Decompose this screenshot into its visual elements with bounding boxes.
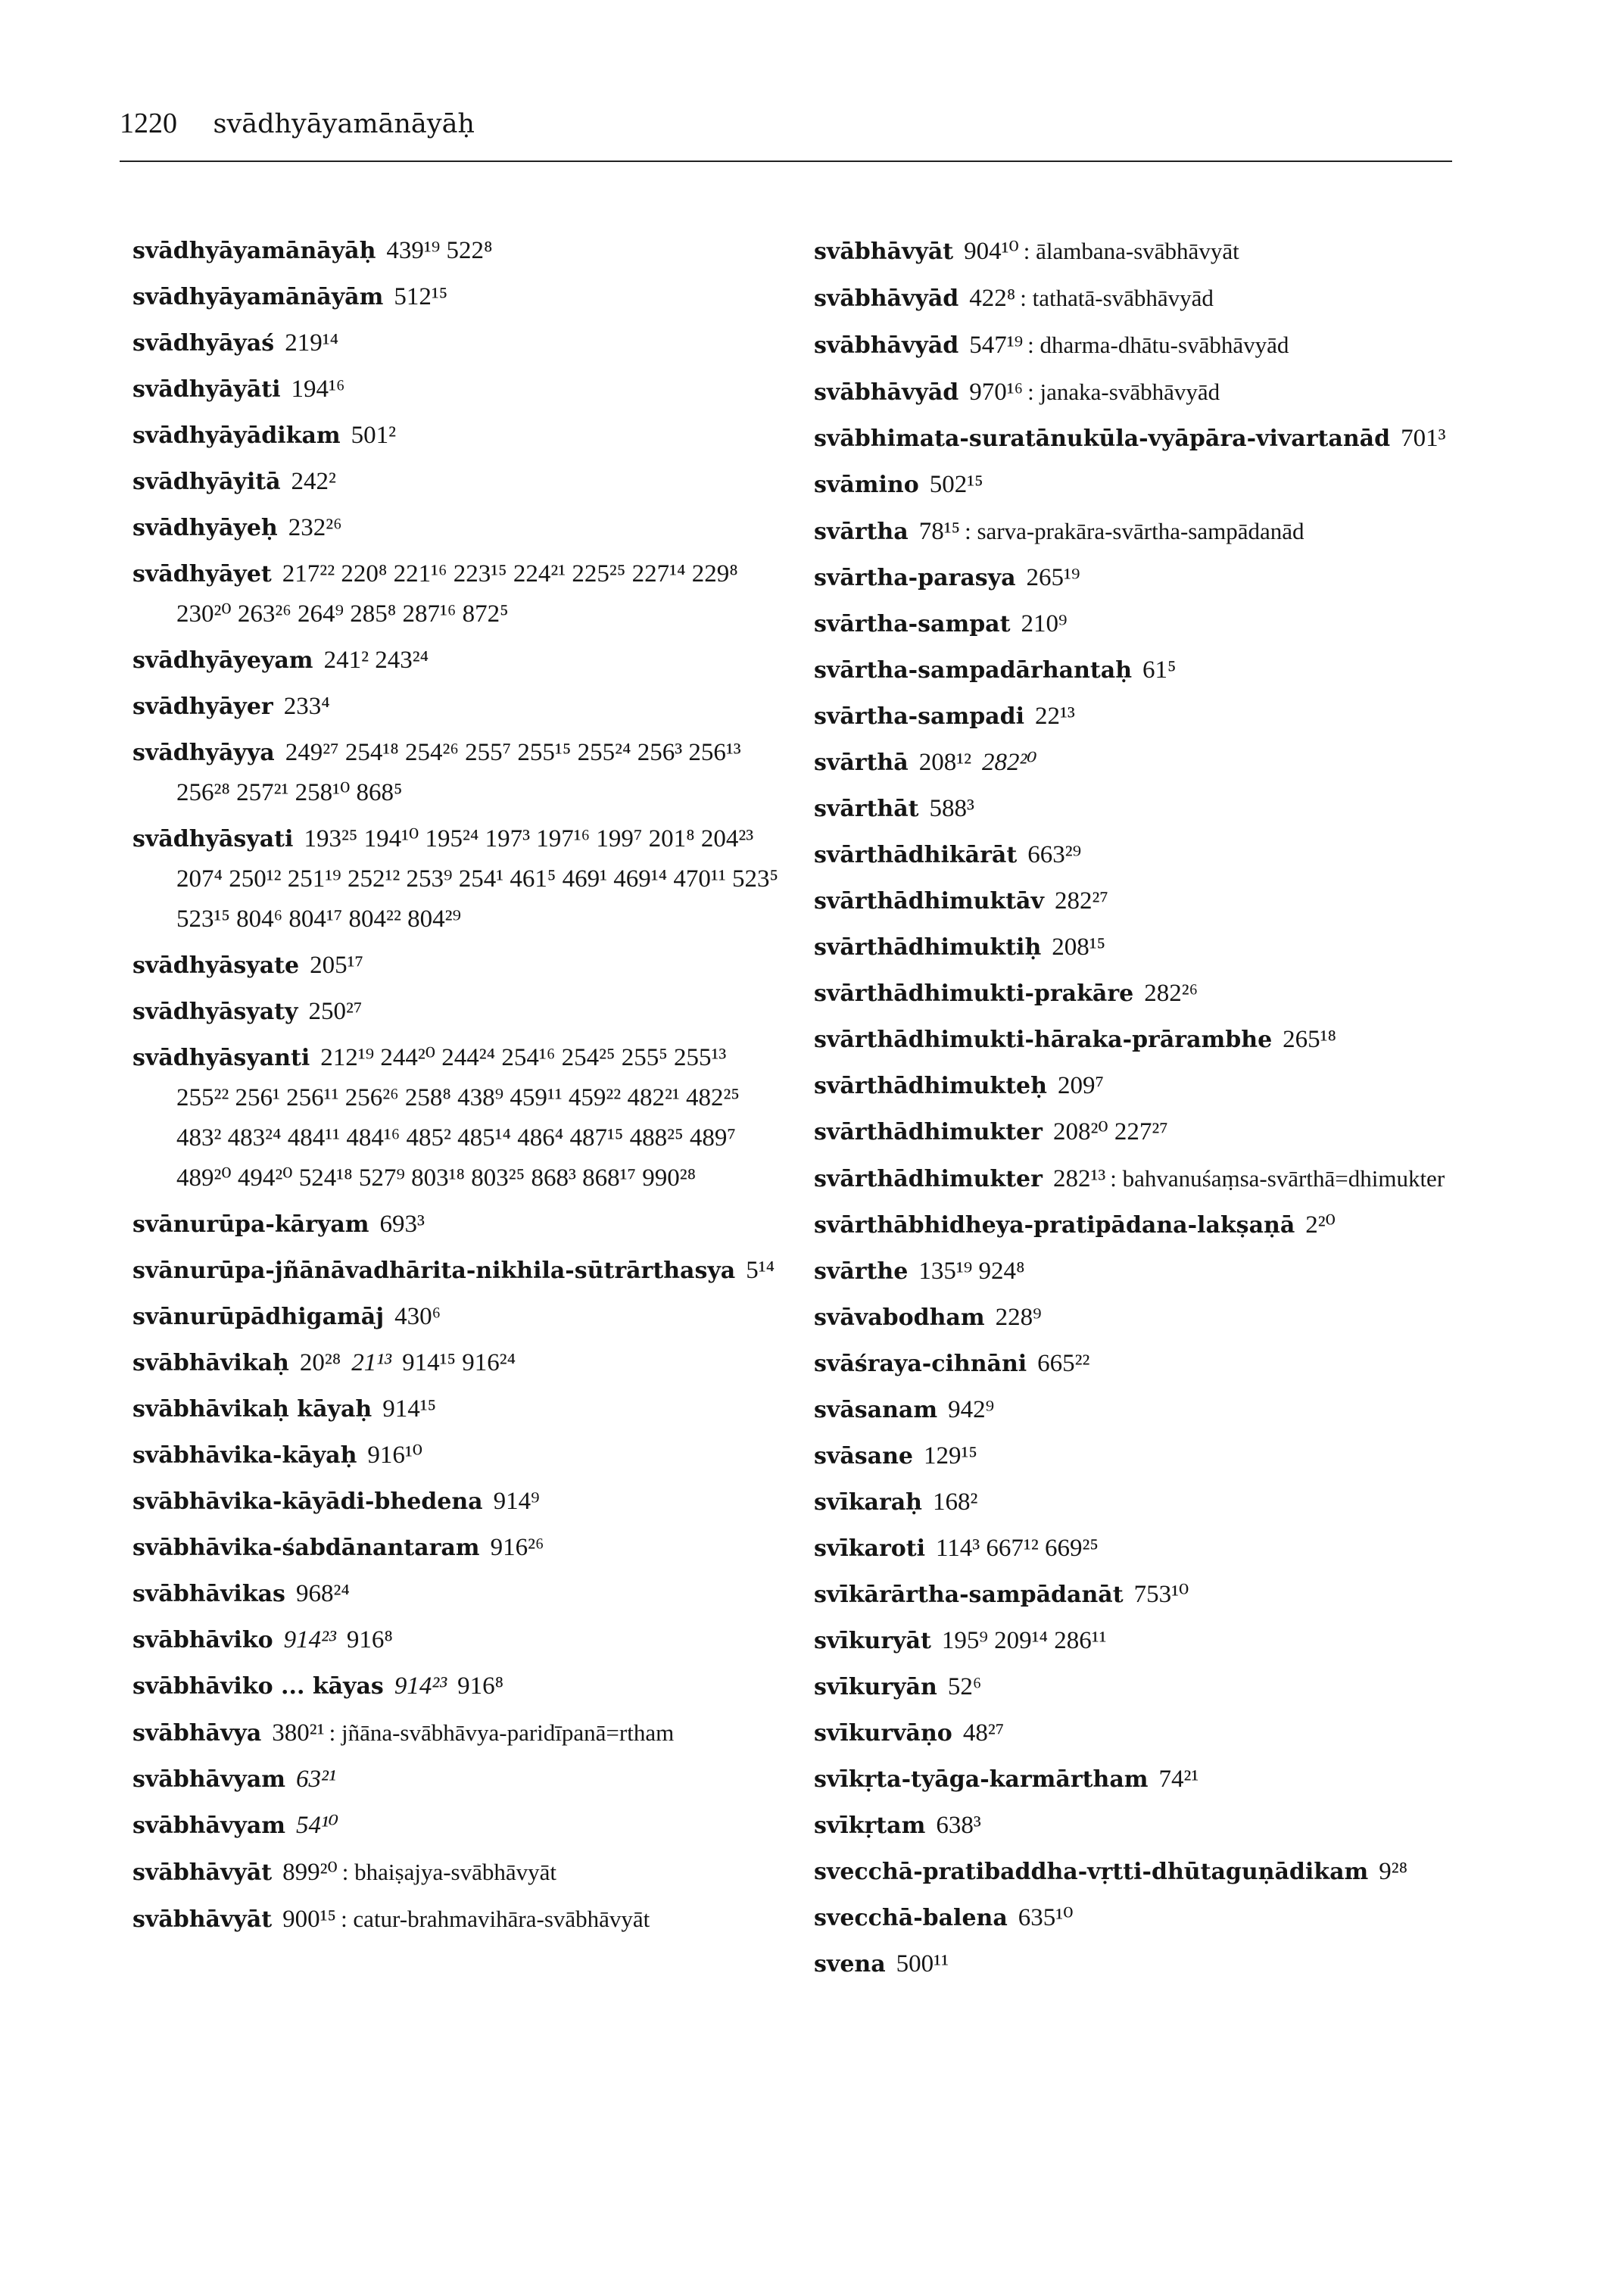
entry-references: 20²⁸ [299, 1349, 341, 1376]
entry-headword: svābhāvika-kāyādi-bhedena [132, 1488, 483, 1515]
entry-headword: svābhāviko ... kāyas [132, 1673, 384, 1700]
index-entry [814, 1759, 1465, 1800]
entry-headword: svārthāt [814, 796, 919, 822]
entry-references: 904¹⁰ [964, 238, 1019, 265]
index-entry [814, 465, 1465, 505]
index-entry [132, 1899, 784, 1940]
entry-references: 242² [291, 468, 336, 495]
index-entry [814, 743, 1465, 783]
entry-references: 282²⁶ [1144, 980, 1199, 1007]
entry-references: 500¹¹ [896, 1950, 949, 1978]
index-entry [132, 462, 784, 502]
entry-headword: svārthādhimukteḥ [814, 1073, 1047, 1099]
entry-note: : ālambana-svābhāvyāt [1023, 238, 1239, 264]
entry-references: 968²⁴ [295, 1580, 350, 1607]
entry-headword: svīkuryān [814, 1674, 937, 1700]
index-entry [132, 416, 784, 456]
entry-references: 638³ [936, 1812, 981, 1839]
entry-references: 635¹⁰ [1018, 1904, 1074, 1931]
entry-headword: svādhyāyer [132, 693, 273, 720]
entry-references: 168² [933, 1488, 978, 1516]
index-entry [132, 946, 784, 986]
index-entry [814, 1575, 1465, 1615]
entry-references: 914⁹ [493, 1488, 540, 1515]
index-entry [132, 819, 784, 940]
entry-references: 114³ 667¹² 669²⁵ [936, 1535, 1099, 1562]
index-entry [814, 927, 1465, 968]
entry-references: 430⁶ [394, 1303, 441, 1330]
index-entry [814, 1020, 1465, 1060]
index-entry [814, 650, 1465, 690]
entry-headword: svāśraya-cihnāni [814, 1351, 1027, 1377]
entry-headword: svābhāvyam [132, 1766, 286, 1793]
entry-references: 135¹⁹ 924⁸ [918, 1258, 1025, 1285]
entry-headword: svārtha [814, 519, 909, 545]
entry-headword: svānurūpa-kāryam [132, 1211, 369, 1238]
entry-headword: svārthādhimukti-prakāre [814, 980, 1134, 1007]
entry-headword: svīkuryāt [814, 1628, 931, 1654]
entry-references: 48²⁷ [962, 1719, 1005, 1747]
entry-headword: svāsane [814, 1443, 913, 1470]
entry-note: : bhaiṣajya-svābhāvyāt [341, 1859, 556, 1885]
entry-headword: svādhyāyeḥ [132, 515, 278, 541]
entry-references: 914¹⁵ 916²⁴ [402, 1349, 516, 1376]
entry-references: 74²¹ [1158, 1766, 1199, 1793]
entry-headword: svādhyāyeyam [132, 647, 313, 674]
entry-references: 2²⁰ [1305, 1211, 1336, 1239]
entry-references: 232²⁶ [288, 514, 342, 541]
index-entry [814, 1482, 1465, 1523]
entry-headword: svīkṛtam [814, 1812, 926, 1839]
entry-headword: svecchā-balena [814, 1905, 1008, 1931]
entry-references: 282²⁷ [1054, 887, 1108, 915]
entry-references: 194¹⁶ [291, 376, 345, 403]
index-entry [132, 369, 784, 410]
entry-headword: svārthā [814, 750, 909, 776]
entry-references: 899²⁰ [282, 1859, 338, 1886]
entry-references: 22¹³ [1034, 703, 1075, 730]
index-entry [814, 1066, 1465, 1106]
entry-references: 208¹⁵ [1052, 933, 1106, 961]
index-entry [814, 372, 1465, 413]
index-entry [132, 1435, 784, 1476]
entry-headword: svārthādhimuktiḥ [814, 934, 1042, 961]
index-entry [132, 733, 784, 813]
entry-headword: svādhyāyet [132, 561, 272, 588]
index-entry [814, 1944, 1465, 1984]
index-entry [132, 992, 784, 1032]
entry-headword: svābhāvika-kāyaḥ [132, 1442, 357, 1469]
entry-references: 512¹⁵ [394, 283, 448, 310]
entry-references: 228⁹ [995, 1304, 1042, 1331]
entry-headword: svābhāvyād [814, 379, 959, 406]
entry-references: 210⁹ [1021, 610, 1068, 637]
entry-references: 250²⁷ [308, 998, 363, 1025]
entry-references: 217²² 220⁸ 221¹⁶ 223¹⁵ 224²¹ 225²⁵ 227¹⁴ 229⁸ 230²⁰ 263²⁶ 264⁹ 285⁸ 287¹⁶ 872⁵ [176, 560, 738, 628]
entry-headword: svīkurvāṇo [814, 1720, 952, 1747]
entry-headword: svārthe [814, 1258, 909, 1285]
entry-references: 422⁸ [969, 285, 1016, 312]
header-rule [120, 161, 1452, 162]
entry-headword: svecchā-pratibaddha-vṛtti-dhūtaguṇādikam [814, 1859, 1369, 1885]
entry-note: : janaka-svābhāvyād [1027, 379, 1220, 405]
entry-headword: svādhyāyādikam [132, 422, 341, 449]
entry-headword: svādhyāyitā [132, 469, 281, 495]
index-entry [814, 1344, 1465, 1384]
entry-headword: svārthādhikārāt [814, 842, 1018, 868]
entry-references: 900¹⁵ [282, 1906, 337, 1933]
entry-headword: svābhāvyāt [132, 1859, 273, 1886]
index-entry [814, 697, 1465, 737]
entry-references: 916⁸ [457, 1672, 504, 1700]
index-entry [814, 1436, 1465, 1476]
entry-references: 54¹⁰ [296, 1812, 339, 1839]
index-entry [132, 277, 784, 317]
entry-headword: svābhāvikaḥ kāyaḥ [132, 1396, 372, 1423]
entry-note: : bahvanuśaṃsa-svārthā=dhimukter [1110, 1165, 1445, 1192]
index-entry [132, 1389, 784, 1429]
running-header [120, 104, 475, 143]
index-entry [814, 881, 1465, 921]
index-entry [132, 687, 784, 727]
entry-references: 5¹⁴ [746, 1257, 775, 1284]
entry-headword: svārthādhimuktāv [814, 888, 1044, 915]
entry-references: 588³ [929, 795, 974, 822]
entry-references: 61⁵ [1142, 656, 1177, 684]
entry-references: 914²³ [394, 1672, 447, 1700]
entry-headword: svīkārārtha-sampādanāt [814, 1582, 1124, 1608]
index-entry [814, 1529, 1465, 1569]
entry-references: 265¹⁸ [1283, 1026, 1337, 1053]
entry-headword: svārtha-sampadi [814, 703, 1024, 730]
entry-note: : jñāna-svābhāvya-paridīpanā=rtham [329, 1719, 675, 1746]
entry-references: 942⁹ [948, 1396, 995, 1423]
entry-references: 916⁸ [346, 1626, 393, 1653]
index-entry [814, 1251, 1465, 1292]
index-entry [814, 974, 1465, 1014]
index-entry [132, 1852, 784, 1893]
entry-headword: svārtha-sampat [814, 611, 1011, 637]
entry-references: 129¹⁵ [924, 1442, 977, 1470]
entry-headword: svādhyāyamānāyām [132, 284, 384, 310]
index-entry [814, 419, 1465, 459]
index-entry [814, 1713, 1465, 1753]
page-number: 1220 [120, 108, 177, 139]
entry-headword: svāsanam [814, 1397, 938, 1423]
index-entry [132, 1574, 784, 1614]
index-entry [814, 1898, 1465, 1938]
index-entry [132, 1528, 784, 1568]
entry-references: 219¹⁴ [285, 329, 339, 357]
index-entry [814, 1621, 1465, 1661]
entry-references: 502¹⁵ [929, 471, 983, 498]
right-column [814, 231, 1465, 1990]
entry-headword: svābhāvikaḥ [132, 1350, 289, 1376]
entry-headword: svābhāviko [132, 1627, 273, 1653]
entry-headword: svādhyāsyate [132, 952, 300, 979]
entry-headword: svābhāvyād [814, 285, 959, 312]
entry-headword: svārthādhimukti-hāraka-prārambhe [814, 1027, 1273, 1053]
entry-headword: svāmino [814, 472, 919, 498]
index-entry [132, 231, 784, 271]
entry-references: 265¹⁹ [1026, 564, 1080, 591]
index-entry [132, 554, 784, 634]
entry-headword: svādhyāyaś [132, 330, 275, 357]
entry-references: 501² [351, 422, 397, 449]
left-column [132, 231, 784, 1946]
index-entry [132, 508, 784, 548]
index-entry [814, 1158, 1465, 1199]
entry-headword: svābhāvyam [132, 1812, 286, 1839]
entry-headword: svādhyāyāti [132, 376, 281, 403]
entry-references: 193²⁵ 194¹⁰ 195²⁴ 197³ 197¹⁶ 199⁷ 201⁸ 204²³ 207⁴ 250¹² 251¹⁹ 252¹² 253⁹ 254¹ 461⁵ 469¹ 469¹⁴ 470¹¹ 523⁵ 523¹⁵ 804⁶ 804¹⁷ 804²² 804²⁹ [176, 825, 778, 933]
entry-references: 208¹² [918, 749, 971, 776]
entry-headword: svārthābhidheya-pratipādana-lakṣaṇā [814, 1212, 1295, 1239]
entry-references: 78¹⁵ [918, 518, 961, 545]
entry-references: 547¹⁹ [969, 332, 1024, 359]
entry-references: 753¹⁰ [1133, 1581, 1189, 1608]
entry-references: 914²³ [283, 1626, 336, 1653]
entry-references: 9²⁸ [1379, 1858, 1408, 1885]
entry-headword: svārtha-sampadārhantaḥ [814, 657, 1132, 684]
index-entry [814, 511, 1465, 552]
entry-references: 914¹⁵ [382, 1395, 437, 1423]
entry-headword: svārthādhimukter [814, 1166, 1043, 1192]
entry-headword: svābhāvika-śabdānantaram [132, 1535, 480, 1561]
entry-headword: svādhyāyya [132, 740, 275, 766]
index-entry [132, 1038, 784, 1198]
entry-headword: svābhāvya [132, 1720, 262, 1747]
entry-note: : sarva-prakāra-svārtha-sampādanād [965, 518, 1304, 544]
entry-headword: svābhāvikas [132, 1581, 285, 1607]
index-entry [814, 1667, 1465, 1707]
index-entry [814, 789, 1465, 829]
entry-references: 241² 243²⁴ [323, 647, 429, 674]
entry-references: 701³ [1401, 425, 1446, 452]
running-title: svādhyāyamānāyāḥ [213, 109, 475, 139]
index-entry [814, 1806, 1465, 1846]
entry-headword: svīkṛta-tyāga-karmārtham [814, 1766, 1149, 1793]
index-entry [814, 1298, 1465, 1338]
index-entry [132, 641, 784, 681]
index-entry [814, 1390, 1465, 1430]
entry-references: 663²⁹ [1027, 841, 1082, 868]
entry-references: 63²¹ [296, 1766, 336, 1793]
entry-references: 249²⁷ 254¹⁸ 254²⁶ 255⁷ 255¹⁵ 255²⁴ 256³ 256¹³ 256²⁸ 257²¹ 258¹⁰ 868⁵ [176, 739, 741, 806]
entry-references: 282¹³ [1052, 1165, 1106, 1192]
entry-headword: svāvabodham [814, 1304, 985, 1331]
index-entry [132, 323, 784, 363]
entry-references: 52⁶ [947, 1673, 982, 1700]
entry-headword: svena [814, 1951, 886, 1978]
index-entry [814, 558, 1465, 598]
entry-references: 916²⁶ [490, 1534, 544, 1561]
index-entry [814, 325, 1465, 366]
entry-headword: svābhāvyāt [132, 1906, 273, 1933]
index-entry [132, 1251, 784, 1291]
entry-note: : tathatā-svābhāvyād [1020, 285, 1214, 311]
entry-headword: svābhāvyād [814, 332, 959, 359]
entry-references: 205¹⁷ [310, 952, 364, 979]
index-entry [132, 1713, 784, 1753]
entry-references: 208²⁰ 227²⁷ [1052, 1118, 1168, 1145]
entry-references: 916¹⁰ [367, 1442, 423, 1469]
entry-headword: svābhāvyāt [814, 238, 954, 265]
index-entry [132, 1297, 784, 1337]
index-entry [132, 1205, 784, 1245]
index-entry [132, 1666, 784, 1706]
index-entry [132, 1759, 784, 1800]
entry-headword: svīkaraḥ [814, 1489, 922, 1516]
entry-headword: svīkaroti [814, 1535, 926, 1562]
entry-references: 693³ [379, 1211, 425, 1238]
entry-note: : catur-brahmavihāra-svābhāvyāt [341, 1906, 650, 1932]
index-entry [814, 1112, 1465, 1152]
index-entry [814, 1205, 1465, 1245]
entry-references: 665²² [1037, 1350, 1090, 1377]
index-entry [814, 1852, 1465, 1892]
entry-references: 21¹³ [351, 1349, 392, 1376]
entry-headword: svādhyāyamānāyāḥ [132, 238, 376, 264]
entry-references: 380²¹ [272, 1719, 325, 1747]
index-entry [132, 1620, 784, 1660]
index-entry [132, 1343, 784, 1383]
index-entry [814, 278, 1465, 319]
entry-references: 209⁷ [1057, 1072, 1104, 1099]
index-entry [814, 835, 1465, 875]
index-entry [814, 604, 1465, 644]
entry-headword: svādhyāsyaty [132, 999, 298, 1025]
index-entry [132, 1806, 784, 1846]
entry-references: 970¹⁶ [969, 379, 1024, 406]
entry-headword: svārtha-parasya [814, 565, 1016, 591]
entry-references: 233⁴ [283, 693, 330, 720]
index-entry [814, 231, 1465, 272]
entry-references: 439¹⁹ 522⁸ [386, 237, 493, 264]
entry-headword: svārthādhimukter [814, 1119, 1043, 1145]
entry-headword: svābhimata-suratānukūla-vyāpāra-vivartanād [814, 425, 1391, 452]
entry-references: 212¹⁹ 244²⁰ 244²⁴ 254¹⁶ 254²⁵ 255⁵ 255¹³ 255²² 256¹ 256¹¹ 256²⁶ 258⁸ 438⁹ 459¹¹ 459²² 482²¹ 482²⁵ 483² 483²⁴ 484¹¹ 484¹⁶ 485² 485¹⁴ 486⁴ 487¹⁵ 488²⁵ 489⁷ 489²⁰ 494²⁰ 524¹⁸ 527⁹ 803¹⁸ 803²⁵ 868³ 868¹⁷ 990²⁸ [176, 1044, 740, 1192]
entry-headword: svānurūpādhigamāj [132, 1304, 385, 1330]
entry-headword: svādhyāsyanti [132, 1045, 310, 1071]
entry-references: 282²⁰ [981, 749, 1037, 776]
entry-headword: svānurūpa-jñānāvadhārita-nikhila-sūtrārthasya [132, 1258, 736, 1284]
entry-note: : dharma-dhātu-svābhāvyād [1027, 332, 1289, 358]
entry-references: 195⁹ 209¹⁴ 286¹¹ [941, 1627, 1107, 1654]
entry-headword: svādhyāsyati [132, 826, 294, 852]
index-entry [132, 1482, 784, 1522]
